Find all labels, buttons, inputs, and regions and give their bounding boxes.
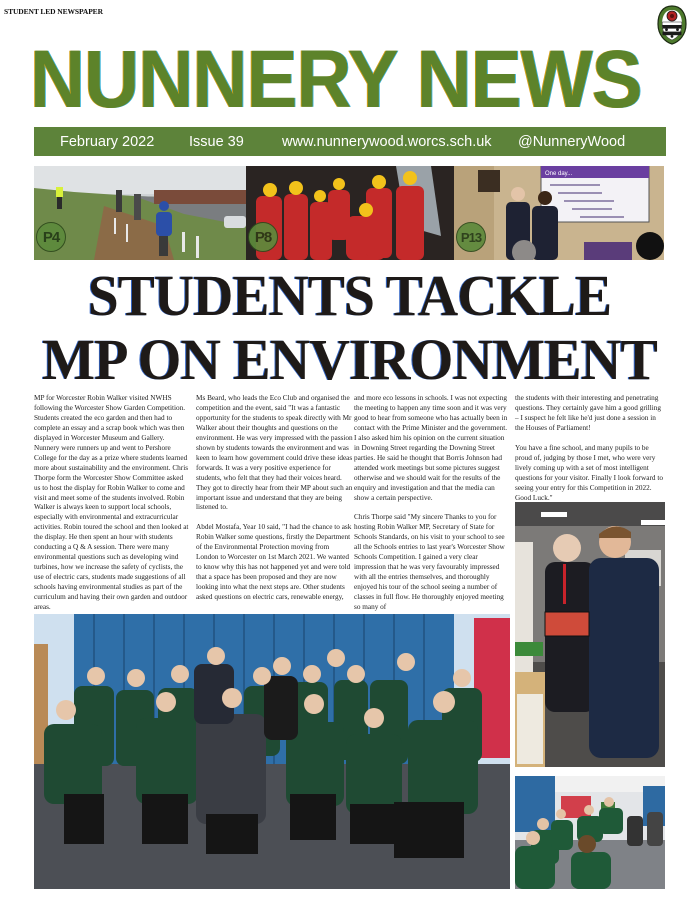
- teaser-photo-p13[interactable]: [454, 166, 664, 260]
- teaser-photo-p8[interactable]: [246, 166, 454, 260]
- qa-session-photo-image: [515, 776, 665, 889]
- article-paragraph: the students with their interesting and penetrating questions. They certainly gave him a good grilling – I suspect he felt like he'd just done a session in the Houses of Parliament!: [515, 394, 662, 432]
- slide-title: One day...: [545, 171, 573, 177]
- display-photo[interactable]: [515, 502, 665, 767]
- tree-planting-photo: [34, 166, 246, 260]
- qa-session-photo[interactable]: [515, 776, 665, 889]
- social-handle[interactable]: @NunneryWood: [518, 133, 626, 150]
- school-crest-icon: [657, 5, 687, 45]
- article-column-1: [34, 394, 191, 613]
- section-kicker: STUDENT LED NEWSPAPER: [4, 7, 103, 16]
- waterfall-trip-photo: [246, 166, 454, 260]
- article-paragraph: Ms Beard, who leads the Eco Club and organised the competition and the event, said "It was a fantastic opportunity for the students to speak directly with Mr Walker about their thoughts and questions on the environment. He was very impressed with the passion shown by students towards the environment and was keen to learn how government could drive these ideas forwards. It was a very positive experience for students, who felt that they had their voices heard. They got to directly hear from their MP about such an important issue and understand that they are being listened to.: [196, 394, 353, 512]
- article-column-4: [515, 394, 665, 503]
- headline-line-1: STUDENTS TACKLE: [87, 263, 612, 328]
- issue-number: Issue 39: [189, 133, 244, 150]
- teaser-photo-p4[interactable]: [34, 166, 246, 260]
- page-badge-p13: P13: [456, 222, 486, 252]
- headline-line-2: MP ON ENVIRONMENT: [42, 327, 657, 392]
- article-column-3: [354, 394, 511, 613]
- article-column-2: [196, 394, 353, 603]
- article-paragraph: You have a fine school, and many pupils to be proud of, judging by those I met, who were very lively coming up with a set of most intelligent questions for your visitor. Finally I look forward to seeing your entry for this Competition in 2022. Good Luck.": [515, 443, 664, 502]
- group-photo-image: [34, 614, 510, 889]
- issue-date: February 2022: [60, 133, 155, 150]
- page-badge-p8: P8: [248, 222, 278, 252]
- article-paragraph: Chris Thorpe said "My sincere Thanks to you for hosting Robin Walker MP, Secretary of State for Schools Standards, on his visit to your school to see all the Schools entries to last year's Worcester Show Schools Competition. I gained a very clear impression that he was very favourably impressed with all the entries themselves, and thoroughly enjoyed his tour of the school seeing a number of classes in full flow. He thoroughly enjoyed meeting so many of: [354, 513, 505, 611]
- issue-info-bar: [34, 127, 666, 156]
- page-badge-p4: P4: [36, 222, 66, 252]
- group-photo[interactable]: [34, 614, 510, 889]
- article-paragraph: MP for Worcester Robin Walker visited NWHS following the Worcester Show Garden Competition. Students created the eco garden and then had to complete an essay and a scrap book which was then displayed in Worcester Museum and Gallery. Nunnery were runners up and went to Pershore College for the day as a prize where students learned more about sustainability and the environment. Chris Thorpe form the Worcester Show Committee asked us to host the display for Robin Walker to come and visit and meet some of the students involved. Robin Walker is always keen to support local schools, especially with environmental and extracurricular activities. Robin toured the school and then looked at the display. He then spent an hour with students conducting a Q & A session. There were many environmental questions such as developing wind turbines, how we increase the safety of cyclists, the use of electric cars, students made suggestions of all schools having environmental studies as part of the curriculum and having their own garden and outdoor areas.: [34, 394, 189, 612]
- presentation-photo: [454, 166, 664, 260]
- display-photo-image: [515, 502, 665, 767]
- website-link[interactable]: www.nunnerywood.worcs.sch.uk: [282, 133, 492, 150]
- article-paragraph: and more eco lessons in schools. I was not expecting the meeting to happen any time soon and it was very good to hear from someone who has actually been in contact with the Prime Minister and the government. I also asked him his opinion on the current situation in Downing Street regarding the Downing Street parties. He said he thought that Borris Johnson had attended work meetings but some pictures suggest otherwise and we should wait for the results of the enquiry and investigation and that the media can show a certain perspective.: [354, 394, 508, 502]
- masthead-title: NUNNERY NEWS: [30, 34, 642, 125]
- article-paragraph: Abdel Mostafa, Year 10 said, "I had the chance to ask Robin Walker some questions, firstly the Department of the Environmental Protection moving from London to Worcester on 1st March 2021. We wanted to know why this has not happened yet and were told that a space has been proposed and they are now looking into what the next steps are. Other students asked questions on electric cars, renewable energy,: [196, 523, 352, 602]
